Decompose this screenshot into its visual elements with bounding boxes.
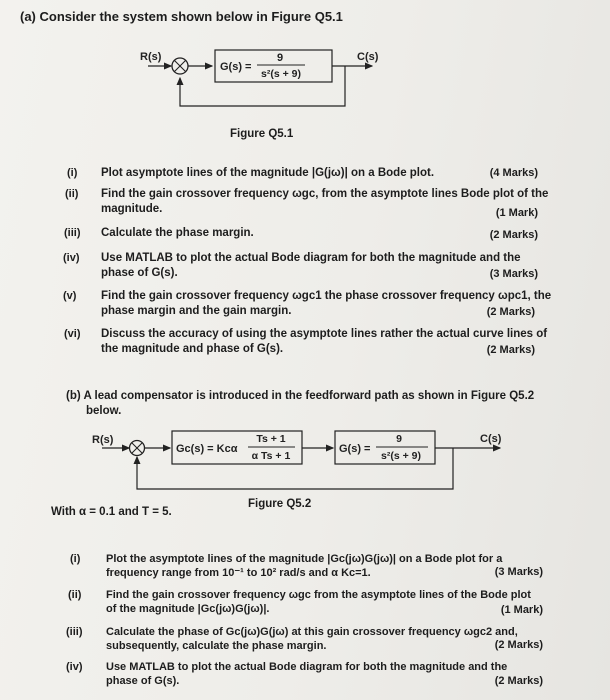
a-q4-text-cont: phase of G(s).: [101, 267, 178, 279]
a-q2-text-cont: magnitude.: [101, 203, 163, 215]
a-q6-text-cont: the magnitude and phase of G(s).: [101, 343, 284, 355]
a-q3-text: Calculate the phase margin.: [101, 227, 254, 239]
part-b-parameters: With α = 0.1 and T = 5.: [51, 506, 172, 518]
fig1-output-label: C(s): [357, 51, 379, 63]
a-q6-marks: (2 Marks): [486, 344, 535, 356]
a-q3-marks: (2 Marks): [489, 229, 538, 241]
fig2-input-label: R(s): [92, 434, 114, 446]
b-q1-text: Plot the asymptote lines of the magnitude |Gc(jω)G(jω)| on a Bode plot for a: [106, 553, 503, 565]
b-q4-number: (iv): [66, 661, 83, 673]
b-q3-number: (iii): [66, 626, 83, 638]
a-q2-text: Find the gain crossover frequency ωgc, from the asymptote lines Bode plot of the: [101, 188, 549, 200]
b-q3-marks: (2 Marks): [494, 639, 543, 651]
b-q4-text: Use MATLAB to plot the actual Bode diagram for both the magnitude and the: [106, 661, 508, 673]
b-q3-text-cont: subsequently, calculate the phase margin.: [106, 640, 327, 652]
figure-q5-1-caption: Figure Q5.1: [230, 128, 294, 140]
b-q4-text-cont: phase of G(s).: [106, 675, 180, 687]
fig1-gs-label: G(s) =: [220, 61, 252, 73]
fig2-gc-denominator: α Ts + 1: [251, 450, 291, 462]
b-q2-text: Find the gain crossover frequency ωgc from the asymptote lines of the Bode plot: [106, 589, 531, 601]
figure-q5-2-block-diagram: [80, 428, 550, 500]
fig1-numerator: 9: [276, 52, 284, 64]
b-q2-number: (ii): [68, 589, 82, 601]
fig1-input-label: R(s): [140, 51, 162, 63]
a-q4-number: (iv): [63, 252, 80, 264]
b-q2-text-cont: of the magnitude |Gc(jω)G(jω)|.: [106, 603, 270, 615]
figure-q5-1-block-diagram: [120, 40, 400, 115]
fig2-gc-numerator: Ts + 1: [256, 433, 286, 445]
a-q2-marks: (1 Mark): [495, 207, 538, 219]
fig2-summing-junction: [130, 441, 145, 456]
part-b-heading: (b) A lead compensator is introduced in the feedforward path as shown in Figure Q5.2: [66, 390, 535, 402]
a-q5-marks: (2 Marks): [486, 306, 535, 318]
a-q4-marks: (3 Marks): [489, 268, 538, 280]
a-q5-text-cont: phase margin and the gain margin.: [101, 305, 292, 317]
figure-q5-2-caption: Figure Q5.2: [248, 498, 312, 510]
fig1-summing-junction: [172, 58, 188, 74]
a-q1-number: (i): [67, 167, 78, 179]
fig2-gs-label: G(s) =: [339, 443, 371, 455]
b-q1-text-cont: frequency range from 10⁻¹ to 10² rad/s and α Kc=1.: [106, 567, 371, 579]
a-q1-text: Plot asymptote lines of the magnitude |G(jω)| on a Bode plot.: [101, 167, 435, 179]
a-q2-number: (ii): [65, 188, 79, 200]
a-q3-number: (iii): [64, 227, 81, 239]
part-b-heading-cont: below.: [86, 405, 122, 417]
fig2-gs-denominator: s²(s + 9): [381, 450, 421, 462]
fig2-gc-label: Gc(s) = Kcα: [176, 443, 238, 455]
a-q5-number: (v): [63, 290, 77, 302]
a-q1-marks: (4 Marks): [489, 167, 538, 179]
b-q1-number: (i): [70, 553, 81, 565]
b-q1-marks: (3 Marks): [494, 566, 543, 578]
b-q4-marks: (2 Marks): [494, 675, 543, 687]
a-q4-text: Use MATLAB to plot the actual Bode diagram for both the magnitude and the: [101, 252, 521, 264]
part-a-heading: (a) Consider the system shown below in Figure Q5.1: [20, 9, 343, 24]
a-q5-text: Find the gain crossover frequency ωgc1 the phase crossover frequency ωpc1, the: [101, 290, 552, 302]
b-q2-marks: (1 Mark): [500, 604, 543, 616]
fig1-denominator: s²(s + 9): [261, 68, 301, 80]
a-q6-number: (vi): [64, 328, 81, 340]
b-q3-text: Calculate the phase of Gc(jω)G(jω) at this gain crossover frequency ωgc2 and,: [106, 626, 518, 638]
a-q6-text: Discuss the accuracy of using the asymptote lines rather the actual curve lines of: [101, 328, 548, 340]
fig2-gs-numerator: 9: [396, 433, 402, 445]
fig2-output-label: C(s): [480, 433, 502, 445]
